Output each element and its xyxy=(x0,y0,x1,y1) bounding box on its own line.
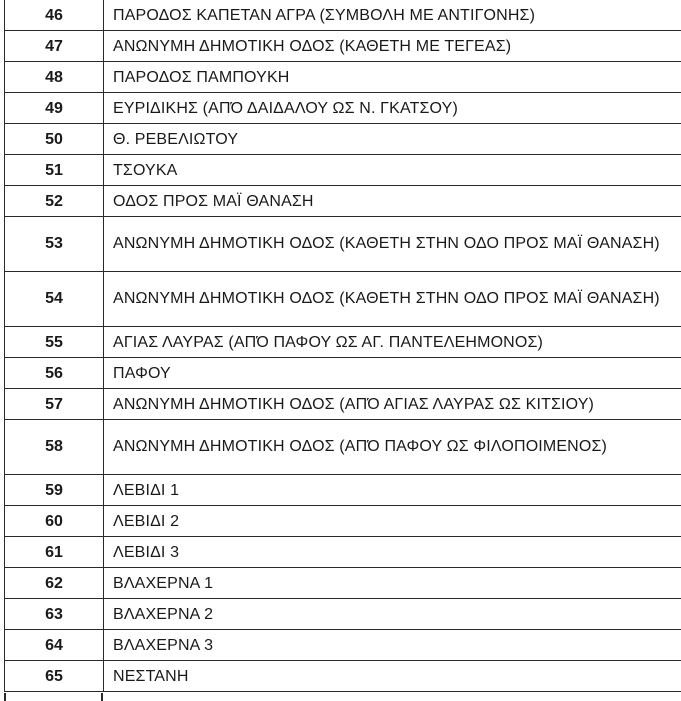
street-name: ΒΛΑΧΕΡΝΑ 3 xyxy=(104,630,681,661)
row-number: 46 xyxy=(5,0,104,31)
row-number: 59 xyxy=(5,475,104,506)
table-row xyxy=(5,62,681,93)
row-number: 48 xyxy=(5,62,104,93)
street-name: ΑΝΩΝΥΜΗ ΔΗΜΟΤΙΚΗ ΟΔΟΣ (ΑΠΌ ΠΑΦΟΥ ΩΣ ΦΙΛΟΠΟΙΜΕΝΟΣ) xyxy=(104,420,681,475)
row-number: 54 xyxy=(5,272,104,327)
street-name: ΕΥΡΙΔΙΚΗΣ (ΑΠΌ ΔΑΙΔΑΛΟΥ ΩΣ Ν. ΓΚΑΤΣΟΥ) xyxy=(104,93,681,124)
street-name: ΠΑΡΟΔΟΣ ΠΑΜΠΟΥΚΗ xyxy=(104,62,681,93)
table-row xyxy=(5,217,681,272)
street-name: ΛΕΒΙΔΙ 3 xyxy=(104,537,681,568)
street-name: ΑΝΩΝΥΜΗ ΔΗΜΟΤΙΚΗ ΟΔΟΣ (ΚΑΘΕΤΗ ΣΤΗΝ ΟΔΟ ΠΡΟΣ ΜΑΪ ΘΑΝΑΣΗ) xyxy=(104,272,681,327)
table-row xyxy=(5,31,681,62)
row-number: 49 xyxy=(5,93,104,124)
street-name: ΛΕΒΙΔΙ 1 xyxy=(104,475,681,506)
row-number: 63 xyxy=(5,599,104,630)
street-name: ΛΕΒΙΔΙ 2 xyxy=(104,506,681,537)
table-row xyxy=(5,389,681,420)
table-continuation-line-left xyxy=(4,693,6,701)
row-number: 56 xyxy=(5,358,104,389)
row-number: 65 xyxy=(5,661,104,692)
streets-table-body xyxy=(5,0,681,692)
street-name: ΠΑΡΟΔΟΣ ΚΑΠΕΤΑΝ ΑΓΡΑ (ΣΥΜΒΟΛΗ ΜΕ ΑΝΤΙΓΟΝΗΣ) xyxy=(104,0,681,31)
table-row xyxy=(5,93,681,124)
table-row xyxy=(5,186,681,217)
table-row xyxy=(5,124,681,155)
row-number: 60 xyxy=(5,506,104,537)
table-row xyxy=(5,475,681,506)
table-row xyxy=(5,506,681,537)
row-number: 55 xyxy=(5,327,104,358)
table-row xyxy=(5,630,681,661)
row-number: 58 xyxy=(5,420,104,475)
street-name: ΑΓΙΑΣ ΛΑΥΡΑΣ (ΑΠΌ ΠΑΦΟΥ ΩΣ ΑΓ. ΠΑΝΤΕΛΕΗΜΟΝΟΣ) xyxy=(104,327,681,358)
streets-table xyxy=(4,0,681,692)
street-name: ΟΔΟΣ ΠΡΟΣ ΜΑΪ ΘΑΝΑΣΗ xyxy=(104,186,681,217)
table-row xyxy=(5,661,681,692)
street-name: ΑΝΩΝΥΜΗ ΔΗΜΟΤΙΚΗ ΟΔΟΣ (ΚΑΘΕΤΗ ΣΤΗΝ ΟΔΟ ΠΡΟΣ ΜΑΪ ΘΑΝΑΣΗ) xyxy=(104,217,681,272)
table-row xyxy=(5,568,681,599)
street-name: ΝΕΣΤΑΝΗ xyxy=(104,661,681,692)
row-number: 53 xyxy=(5,217,104,272)
table-row xyxy=(5,420,681,475)
street-name: ΑΝΩΝΥΜΗ ΔΗΜΟΤΙΚΗ ΟΔΟΣ (ΚΑΘΕΤΗ ΜΕ ΤΕΓΕΑΣ) xyxy=(104,31,681,62)
row-number: 61 xyxy=(5,537,104,568)
street-name: ΒΛΑΧΕΡΝΑ 2 xyxy=(104,599,681,630)
row-number: 64 xyxy=(5,630,104,661)
street-name: ΤΣΟΥΚΑ xyxy=(104,155,681,186)
row-number: 52 xyxy=(5,186,104,217)
row-number: 57 xyxy=(5,389,104,420)
table-row xyxy=(5,155,681,186)
table-row xyxy=(5,272,681,327)
table-row xyxy=(5,0,681,31)
street-name: ΒΛΑΧΕΡΝΑ 1 xyxy=(104,568,681,599)
table-row xyxy=(5,599,681,630)
street-name: Θ. ΡΕΒΕΛΙΩΤΟΥ xyxy=(104,124,681,155)
table-row xyxy=(5,358,681,389)
street-name: ΠΑΦΟΥ xyxy=(104,358,681,389)
table-row xyxy=(5,327,681,358)
row-number: 51 xyxy=(5,155,104,186)
table-continuation-line xyxy=(101,693,103,701)
table-row xyxy=(5,537,681,568)
row-number: 62 xyxy=(5,568,104,599)
street-name: ΑΝΩΝΥΜΗ ΔΗΜΟΤΙΚΗ ΟΔΟΣ (ΑΠΌ ΑΓΙΑΣ ΛΑΥΡΑΣ ΩΣ ΚΙΤΣΙΟΥ) xyxy=(104,389,681,420)
row-number: 50 xyxy=(5,124,104,155)
row-number: 47 xyxy=(5,31,104,62)
